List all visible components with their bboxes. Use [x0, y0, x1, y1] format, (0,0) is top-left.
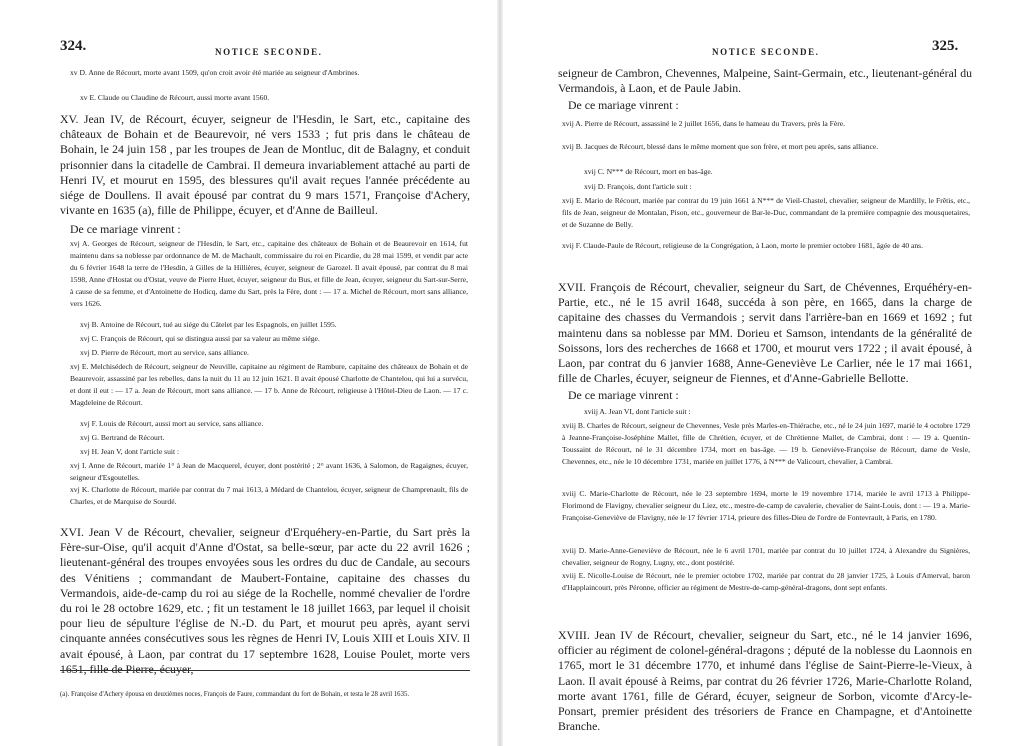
left-page-number: 324.: [60, 38, 87, 54]
left-footnote: (a). Françoise d'Achery épousa en deuxièmes noces, François de Faure, commandant du fort de Bohain, et testa le 28 avril 1635.: [60, 691, 410, 698]
right-entry-xvij-a: xvij A. Pierre de Récourt, assassiné le 2 juillet 1656, dans le hameau du Travers, près la Fère.: [562, 119, 846, 128]
right-entry-xvij-b: xvij B. Jacques de Récourt, blessé dans le même moment que son frère, et mort peu après, sans alliance.: [562, 142, 879, 151]
left-entry-xvj-i: xvj I. Anne de Récourt, mariée 1° à Jean de Macquerel, écuyer, dont postérité ; 2° avant 1636, à Salomon, de Ragaignes, écuyer, seigneur d'Esgoutelles.: [70, 461, 468, 482]
left-entry-xvj-h: xvj H. Jean V, dont l'article suit :: [80, 447, 180, 456]
right-subheading-2: De ce mariage vinrent :: [568, 388, 679, 402]
left-entry-xvj-c: xvj C. François de Récourt, qui se distingua aussi par sa valeur au même siége.: [80, 334, 320, 343]
right-running-title: NOTICE SECONDE.: [712, 47, 820, 57]
left-entry-xvj-k: xvj K. Charlotte de Récourt, mariée par contrat du 7 mai 1613, à Médard de Chantelou, écuyer, seigneur de Champrenault, fils de Charles, et de Marquise de Sourdé.: [70, 485, 468, 506]
left-entry-e: xv E. Claude ou Claudine de Récourt, aussi morte avant 1560.: [80, 93, 270, 102]
right-continuation: seigneur de Cambron, Chevennes, Malpeine, Saint-Germain, etc., lieutenant-général du Vermandois, à Laon, et de Paule Jabin.: [558, 66, 972, 96]
left-entry-xvj-e: xvj E. Melchisédech de Récourt, seigneur de Neuville, capitaine au régiment de Rambure, capitaine des châteaux de Bohain et de Beaurevoir, assassiné par les rebelles, dans la nuit du 11 au 12 juin 1621. Il avait épousé Charlotte de Chantelou, qui lui a survécu, et dont il eut : — 17 a. Jean de Récourt, mort sans alliance. — 17 b. Anne de Récourt, religieuse à l'Hôtel-Dieu de Laon. — 17 c. Magdeleine de Récourt.: [70, 362, 468, 407]
right-entry-xvij-d: xvij D. François, dont l'article suit :: [584, 182, 692, 191]
left-entry-xvj-a: xvj A. Georges de Récourt, seigneur de l'Hesdin, le Sart, etc., capitaine des châteaux de Bohain et de Beaurevoir en 1614, fut maintenu dans sa noblesse par ordonnance de M. de Machault, commissaire du roi en Picardie, du 28 mai 1599, et vendit par acte du 6 février 1648 la terre de l'Hesdin, à Gilles de la Hillières, écuyer, seigneur de Garozel. Il avait épousé, par contrat du 8 mai 1598, Anne d'Hostat ou d'Ostat, veuve de Pierre Huet, écuyer, seigneur du Bus, et fille de Jean, écuyer, seigneur du Sart-sur-Serre, à cause de sa femme, et d'Antoinette de Hodicq, dame du Sart, près la Fère, dont : — 17 a. Michel de Récourt, mort sans alliance, vers 1626.: [70, 239, 468, 308]
right-entry-xvij-e: xvij E. Mario de Récourt, mariée par contrat du 19 juin 1661 à N*** de Vieil-Chastel, chevalier, seigneur de Mardilly, le Frêtis, etc., fils de Jean, seigneur de Montalan, Pison, etc., gouverneur de Bar-le-Duc, commandant de la première compagnie des mousquetaires, et de Suzanne de Belly.: [562, 196, 970, 229]
left-page: [0, 0, 500, 746]
right-entry-xvij-f: xvij F. Claude-Paule de Récourt, religieuse de la Congrégation, à Laon, morte le premier octobre 1681, âgée de 40 ans.: [562, 241, 924, 250]
left-entry-xvj-b: xvj B. Antoine de Récourt, tué au siége du Câtelet par les Espagnols, en juillet 1595.: [80, 320, 337, 329]
left-entry-xvj-f: xvj F. Louis de Récourt, aussi mort au service, sans alliance.: [80, 419, 264, 428]
right-subheading-1: De ce mariage vinrent :: [568, 98, 679, 112]
left-running-title: NOTICE SECONDE.: [215, 47, 323, 57]
right-entry-xviij-a: xviij A. Jean VI, dont l'article suit :: [584, 407, 691, 416]
left-subheading-1: De ce mariage vinrent :: [70, 222, 181, 236]
left-entry-xvj-g: xvj G. Bertrand de Récourt.: [80, 433, 165, 442]
right-page-number: 325.: [932, 38, 959, 54]
right-entry-xviij-b: xviij B. Charles de Récourt, seigneur de Chevennes, Vesle près Marles-en-Thiérache, etc., né le 24 juin 1697, marié le 4 octobre 1729 à Jeanne-Françoise-Joséphine Mallet, fille de Chrétien, écuyer, et de Chrétienne Mallet, de Cambrai, dont : — 19 a. Quentin-Toussaint de Récourt, né le 31 décembre 1734, mort en bas-âge. — 19 b. Geneviève-Françoise de Récourt, dame de Vesle, Chevennes, etc., née le 10 décembre 1731, mariée en juillet 1776, à N*** de Valicourt, chevalier, à Cambrai.: [562, 421, 970, 466]
right-section-xviii: XVIII. Jean IV de Récourt, chevalier, seigneur du Sart, etc., né le 14 janvier 1696, officier au régiment de colonel-général-dragons ; député de la noblesse du Laonnois en 1765, mort le 31 décembre 1770, et inhumé dans l'église de Saint-Pierre-le-Vieux, à Laon. Il avait épousé à Reims, par contrat du 26 février 1726, Marie-Charlotte Roland, morte avant 1761, fille de Gérard, écuyer, seigneur de Sorbon, vicomte d'Arcy-le-Ponsart, premier président des trésoriers de France en Champagne, et d'Antoinette Branche.: [558, 628, 972, 734]
right-entry-xviij-e: xviij E. Nicolle-Louise de Récourt, née le premier octobre 1702, mariée par contrat du 28 janvier 1725, à Louis d'Amerval, baron d'Happlaincourt, près Péronne, officier au régiment de Mestre-de-camp-général-dragons, dont sept enfants.: [562, 571, 970, 592]
left-entry-d: xv D. Anne de Récourt, morte avant 1509, qu'on croit avoir été mariée au seigneur d'Ambrines.: [70, 68, 360, 77]
right-page: [500, 0, 1024, 746]
right-entry-xviij-c: xviij C. Marie-Charlotte de Récourt, née le 23 septembre 1694, morte le 19 novembre 1714, mariée le avril 1713 à Philippe-Florimond de Flavigny, chevalier seigneur du Liez, etc., mestre-de-camp de cavalerie, chevalier de Saint-Louis, dont : — 19 a. Marie-Françoise-Geneviève de Flavigny, née le 17 février 1714, prieure des filles-Dieu de l'ordre de Fontevrault, à Paris, en 1780.: [562, 489, 970, 522]
right-entry-xviij-d: xviij D. Marie-Anne-Geneviève de Récourt, née le 6 avril 1701, mariée par contrat du 10 juillet 1724, à Alexandre du Signières, chevalier, seigneur de Rogny, Lugny, etc., dont postérité.: [562, 546, 970, 567]
left-section-xv: XV. Jean IV, de Récourt, écuyer, seigneur de l'Hesdin, le Sart, etc., capitaine des châteaux de Bohain et de Beaurevoir, né vers 1533 ; fut pris dans le château de Bohain, le 24 juin 158 , par les troupes de Jean de Montluc, dit de Balagny, et conduit prisonnier dans la citadelle de Cambrai. Il demeura invariablement attaché au parti de Henri IV, et mourut en 1595, des blessures qu'il avait reçues l'année précédente au siége de Doullens. Il avait épousé par contrat du 9 mars 1571, Françoise d'Achery, vivante en 1635 (a), fille de Philippe, écuyer, et d'Anne de Bailleul.: [60, 112, 470, 218]
left-section-xvi: XVI. Jean V de Récourt, chevalier, seigneur d'Erquéhery-en-Partie, du Sart près la Fère-sur-Oise, qu'il acquit d'Anne d'Ostat, sa belle-sœur, par acte du 22 avril 1626 ; lieutenant-général des troupes envoyées sous les ordres du duc de Candale, au secours des Vénitiens ; commandant de Maubert-Fontaine, capitaine des chasses du Vermandois, aide-de-camp du roi au siége de la Rochelle, nommé chevalier de l'ordre du roi le 28 octobre 1629, etc. ; fit un testament le 18 juillet 1663, par lequel il choisit pour lieu de sépulture l'église de N.-D. du Part, et mourut peu après, ayant servi cinquante années consécutives sous les règnes de Henri IV, Louis XIII et Louis XIV. Il avait épousé, à Laon, par contrat du 17 septembre 1628, Louise Poulet, morte vers 1651, fille de Pierre, écuyer,: [60, 525, 470, 676]
right-entry-xvij-c: xvij C. N*** de Récourt, mort en bas-âge.: [584, 167, 713, 176]
footnote-rule: [60, 670, 470, 671]
left-entry-xvj-d: xvj D. Pierre de Récourt, mort au service, sans alliance.: [80, 348, 249, 357]
right-section-xvii: XVII. François de Récourt, chevalier, seigneur du Sart, de Chévennes, Erquéhéry-en-Partie, etc., né le 15 avril 1648, succéda à son père, en 1665, dans la charge de capitaine des chasses du Vermandois ; servit dans l'arrière-ban en 1669 et 1692 ; fut maintenu dans sa noblesse par MM. Dorieu et Samson, intendants de la généralité de Soissons, lors des recherches de 1668 et 1700, et mourut vers 1722 ; il avait épousé, à Laon, par contrat du 6 janvier 1688, Anne-Geneviève Le Carlier, née le 17 mai 1661, fille de Charles, écuyer, seigneur de Fiennes, et d'Anne-Gabrielle Bellotte.: [558, 280, 972, 386]
